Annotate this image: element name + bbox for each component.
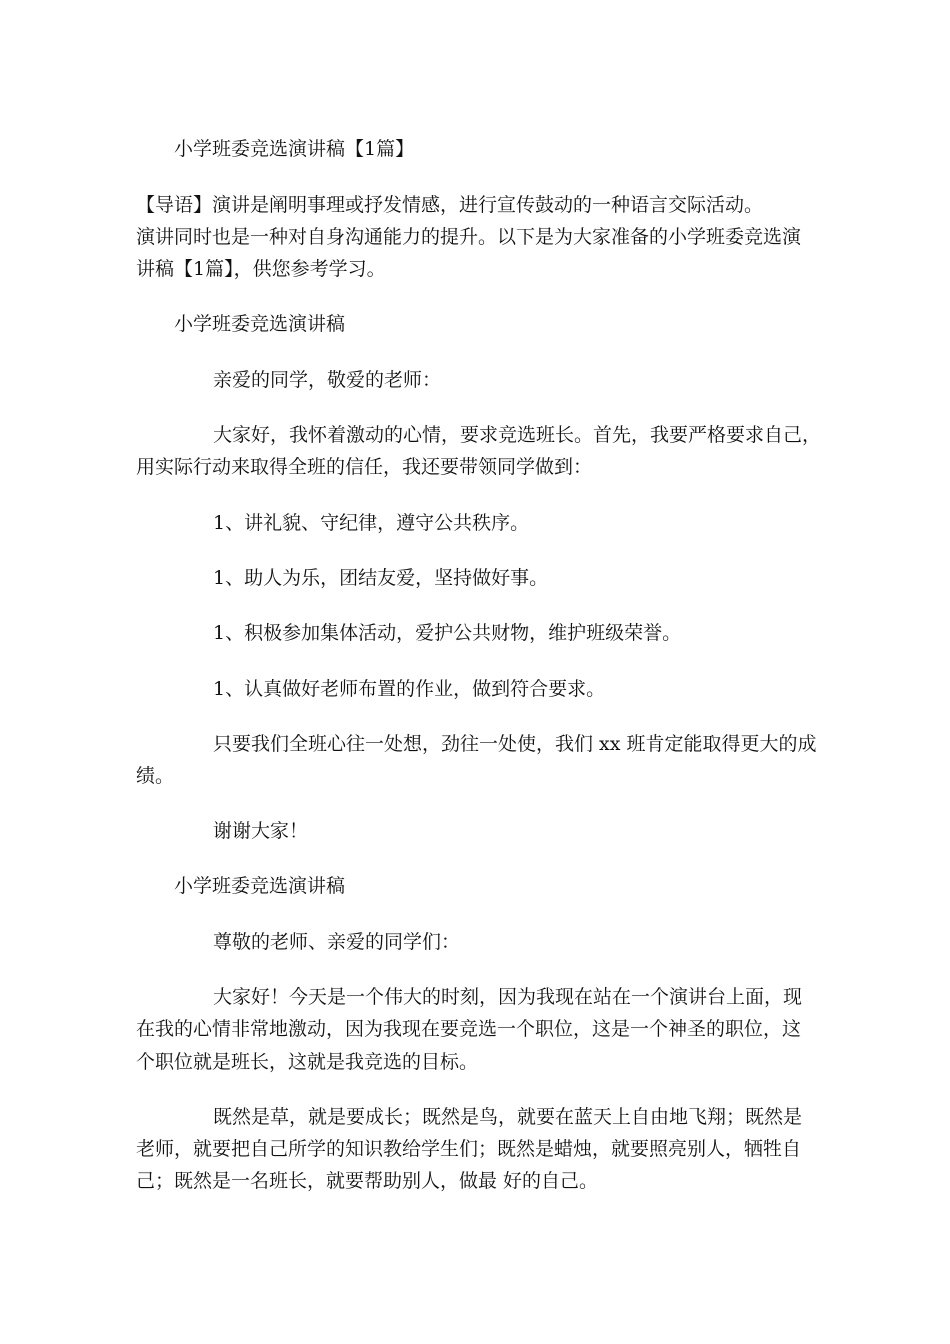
paragraph-line: 大家好，我怀着激动的心情，要求竞选班长。首先，我要严格要求自己，	[213, 424, 822, 446]
paragraph-line: 用实际行动来取得全班的信任，我还要带领同学做到：	[136, 456, 593, 478]
paragraph-line: 只要我们全班心往一处想，劲往一处使，我们 xx 班肯定能取得更大的成	[213, 733, 817, 755]
thanks-line: 谢谢大家！	[213, 820, 309, 842]
list-item: 1、认真做好老师布置的作业，做到符合要求。	[213, 678, 606, 700]
paragraph-line: 在我的心情非常地激动，因为我现在要竞选一个职位，这是一个神圣的职位，这	[136, 1018, 802, 1040]
intro-line: 讲稿【1篇】，供您参考学习。	[136, 258, 386, 280]
paragraph-line: 老师，就要把自己所学的知识教给学生们；既然是蜡烛，就要照亮别人，牺牲自	[136, 1138, 802, 1160]
list-item: 1、助人为乐，团结友爱，坚持做好事。	[213, 567, 549, 589]
speech-salutation: 尊敬的老师、亲爱的同学们：	[213, 931, 461, 953]
speech-salutation: 亲爱的同学，敬爱的老师：	[213, 369, 442, 391]
paragraph-line: 个职位就是班长，这就是我竞选的目标。	[136, 1051, 479, 1073]
intro-line: 演讲同时也是一种对自身沟通能力的提升。以下是为大家准备的小学班委竞选演	[136, 226, 802, 248]
speech-heading: 小学班委竞选演讲稿	[174, 875, 346, 897]
paragraph-line: 大家好！今天是一个伟大的时刻，因为我现在站在一个演讲台上面，现	[213, 986, 803, 1008]
document-title: 小学班委竞选演讲稿【1篇】	[174, 138, 415, 160]
paragraph-line: 既然是草，就是要成长；既然是鸟，就要在蓝天上自由地飞翔；既然是	[213, 1106, 803, 1128]
speech-heading: 小学班委竞选演讲稿	[174, 313, 346, 335]
paragraph-line: 己；既然是一名班长，就要帮助别人，做最 好的自己。	[136, 1170, 599, 1192]
list-item: 1、讲礼貌、守纪律，遵守公共秩序。	[213, 512, 530, 534]
paragraph-line: 绩。	[136, 765, 175, 787]
list-item: 1、积极参加集体活动，爱护公共财物，维护班级荣誉。	[213, 622, 682, 644]
intro-line: 【导语】演讲是阐明事理或抒发情感，进行宣传鼓动的一种语言交际活动。	[136, 194, 764, 216]
